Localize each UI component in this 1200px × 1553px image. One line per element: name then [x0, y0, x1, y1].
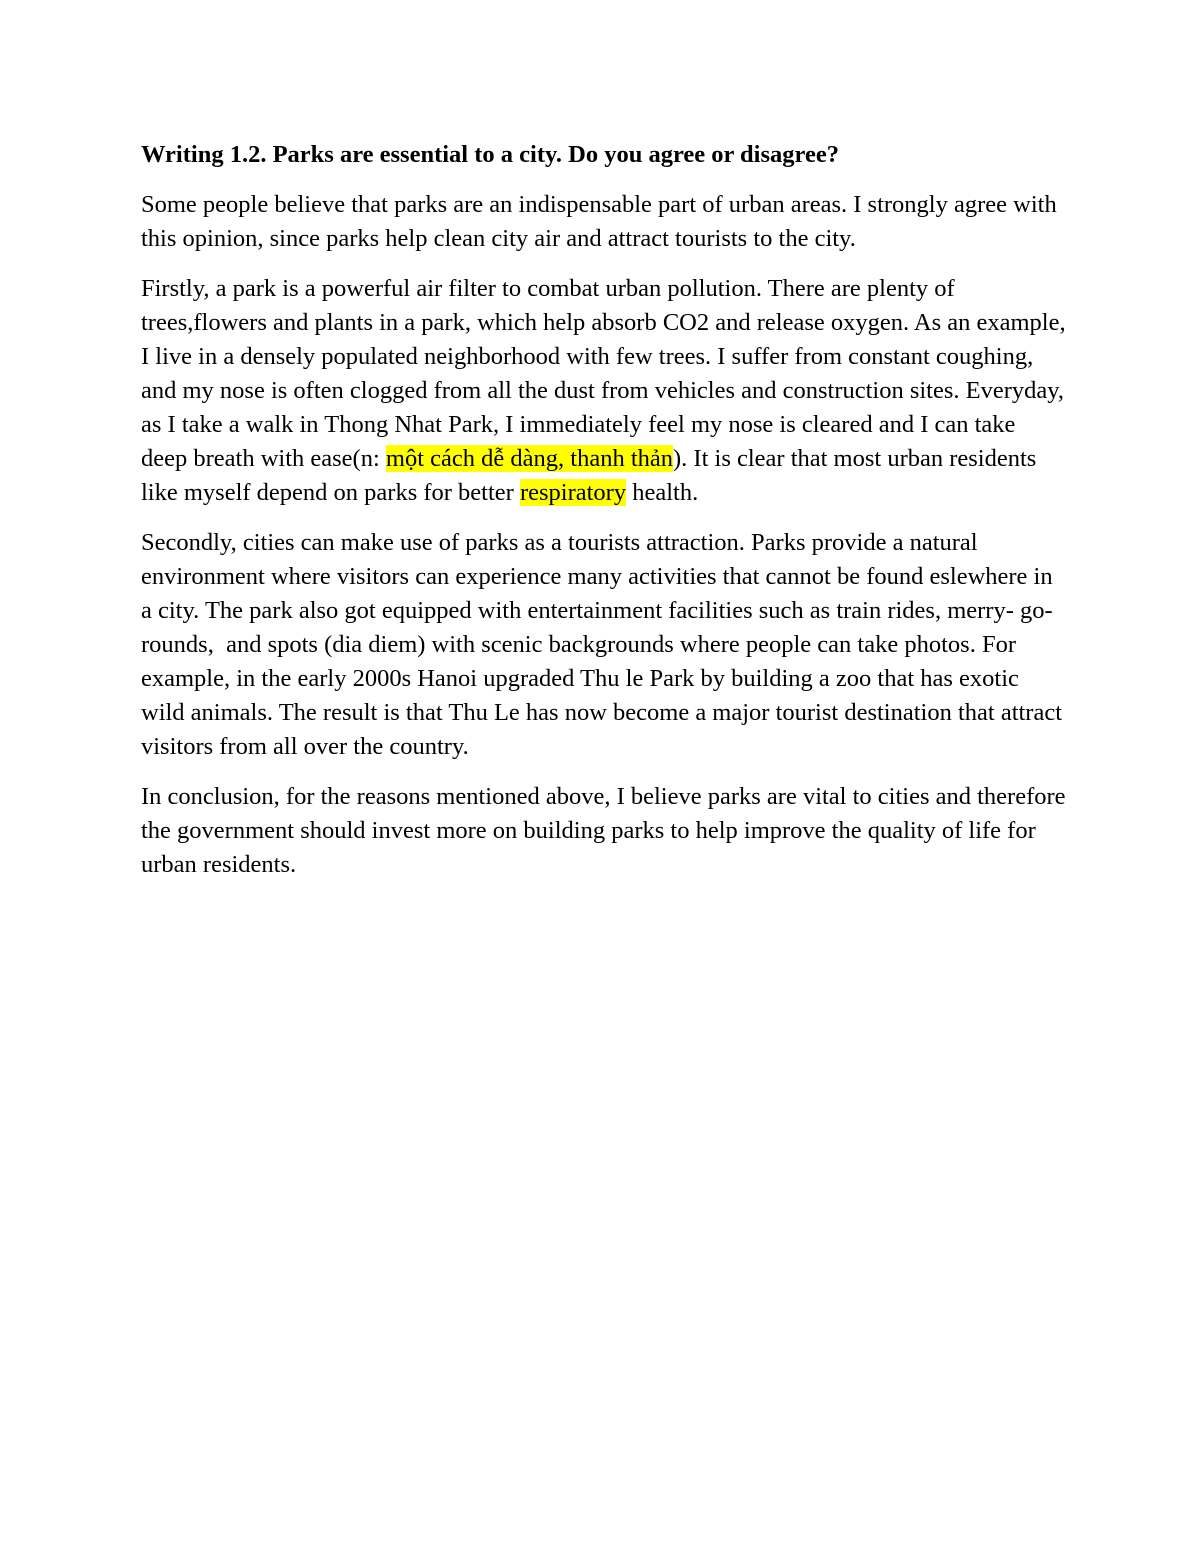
document-body [141, 138, 1069, 898]
essay-title: Writing 1.2. Parks are essential to a city. Do you agree or disagree? [141, 141, 839, 168]
body1-text-part3: health. [626, 479, 699, 506]
highlighted-translation: một cách dễ dàng, thanh thản [385, 445, 674, 472]
highlighted-word-respiratory: respiratory [519, 479, 627, 506]
intro-paragraph: Some people believe that parks are an indispensable part of urban areas. I strongly agree with this opinion, since parks help clean city air and attract tourists to the city. [141, 191, 1057, 252]
body1-text-part1: Firstly, a park is a powerful air filter to combat urban pollution. There are plenty of trees,flowers and plants in a park, which help absorb CO2 and release oxygen. As an example, I live in a densely populated neighborhood with few trees. I suffer from constant coughing, and my nose is often clogged from all the dust from vehicles and construction sites. Everyday, as I take a walk in Thong Nhat Park, I immediately feel my nose is cleared and I can take deep breath with ease(n: [141, 275, 1066, 472]
body1-text-part2: ). It is clear that most urban residents like myself depend on parks for better [141, 445, 1037, 506]
conclusion-paragraph: In conclusion, for the reasons mentioned above, I believe parks are vital to cities and therefore the government should invest more on building parks to help improve the quality of life for urban residents. [141, 783, 1066, 878]
body-paragraph-1 [141, 272, 1066, 510]
body-paragraph-2: Secondly, cities can make use of parks as a tourists attraction. Parks provide a natural environment where visitors can experience many activities that cannot be found eslewhere in a city. The park also got equipped with entertainment facilities such as train rides, merry- go- rounds, and spots (dia diem) with scenic backgrounds where people can take photos. For example, in the early 2000s Hanoi upgraded Thu le Park by building a zoo that has exotic wild animals. The result is that Thu Le has now become a major tourist destination that attract visitors from all over the country. [141, 529, 1069, 760]
